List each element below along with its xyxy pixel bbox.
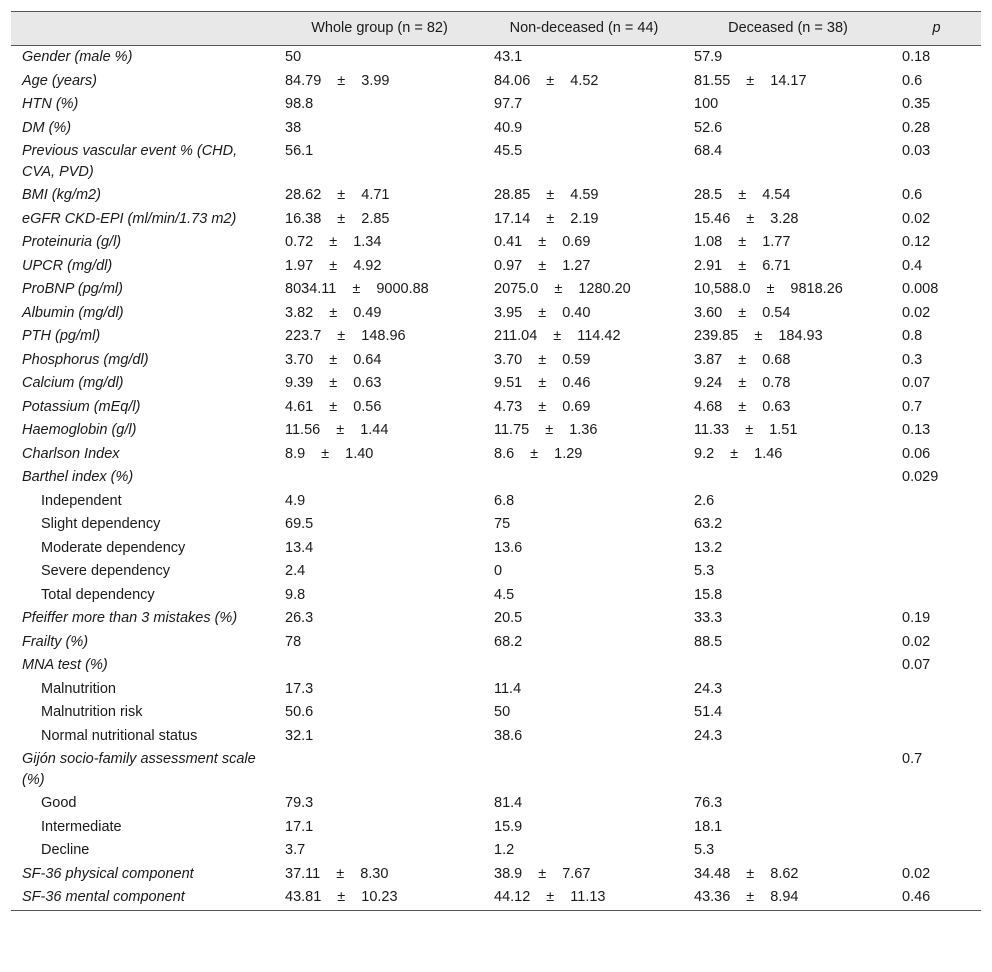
cell-non-deceased: 81.4 — [494, 795, 523, 811]
table-row — [11, 396, 981, 420]
cell-non-deceased: 43.1 — [494, 49, 523, 65]
table-row — [11, 886, 981, 910]
row-label: Barthel index (%) — [22, 469, 134, 485]
cell-deceased: 100 — [694, 96, 719, 112]
table-row — [11, 607, 981, 631]
cell-non-deceased: 4.5 — [494, 586, 515, 603]
cell-whole-group: 8.9 ± 1.40 — [285, 445, 374, 462]
table-row — [11, 816, 981, 840]
cell-whole-group: 50.6 — [285, 704, 314, 720]
cell-whole-group: 3.70 ± 0.64 — [285, 351, 382, 368]
table-header — [11, 12, 981, 46]
row-label: Potassium (mEq/l) — [22, 398, 141, 415]
cell-whole-group: 37.11 ± 8.30 — [285, 865, 389, 882]
cell-whole-group: 17.1 — [285, 818, 314, 835]
cell-p-value — [892, 678, 981, 702]
table-row — [11, 117, 981, 141]
row-label: Severe dependency — [41, 563, 170, 579]
cell-deceased: 2.91 ± 6.71 — [694, 257, 791, 274]
cell-whole-group: 32.1 — [285, 727, 314, 744]
cell-deceased: 34.48 ± 8.62 — [694, 865, 799, 882]
cell-non-deceased: 38.6 — [494, 727, 523, 744]
cell-deceased: 9.2 ± 1.46 — [694, 445, 783, 462]
row-label: Moderate dependency — [41, 539, 186, 556]
row-label: Intermediate — [41, 818, 122, 835]
cell-p-value: 0.07 — [902, 375, 931, 391]
header-non-deceased: Non-deceased (n = 44) — [484, 12, 684, 46]
cell-whole-group: 69.5 — [285, 516, 314, 532]
cell-non-deceased: 15.9 — [494, 818, 523, 835]
row-label: Gender (male %) — [22, 49, 133, 65]
cell-p-value: 0.07 — [902, 657, 931, 673]
header-p-value: p — [892, 12, 981, 46]
row-label: Good — [41, 795, 77, 811]
table-row — [11, 419, 981, 443]
row-label: Charlson Index — [22, 445, 120, 462]
table-row — [11, 701, 981, 725]
cell-whole-group: 38 — [285, 119, 302, 136]
cell-non-deceased: 0 — [494, 563, 503, 579]
table-row — [11, 46, 981, 70]
row-label: Total dependency — [41, 586, 155, 603]
table-row — [11, 349, 981, 373]
table-row — [11, 792, 981, 816]
table-row — [11, 443, 981, 467]
cell-non-deceased — [484, 654, 684, 678]
data-table — [11, 11, 981, 911]
cell-deceased: 2.6 — [694, 492, 715, 509]
cell-non-deceased: 38.9 ± 7.67 — [494, 865, 591, 882]
cell-non-deceased: 1.2 — [494, 842, 515, 858]
cell-deceased: 239.85 ± 184.93 — [694, 328, 823, 344]
cell-p-value: 0.7 — [902, 398, 923, 415]
table-row — [11, 513, 981, 537]
row-label: SF-36 mental component — [11, 886, 275, 910]
header-deceased: Deceased (n = 38) — [684, 12, 892, 46]
cell-whole-group: 3.7 — [285, 842, 306, 858]
table-row — [11, 839, 981, 863]
cell-p-value: 0.46 — [892, 886, 981, 910]
cell-non-deceased: 0.41 ± 0.69 — [494, 234, 591, 250]
cell-whole-group: 8034.11 ± 9000.88 — [285, 281, 429, 297]
table-row — [11, 278, 981, 302]
cell-p-value: 0.008 — [902, 281, 939, 297]
row-label: SF-36 physical component — [22, 865, 194, 882]
row-label: Malnutrition risk — [41, 704, 143, 720]
cell-deceased — [684, 466, 892, 490]
table-row — [11, 654, 981, 678]
cell-p-value — [892, 839, 981, 863]
cell-whole-group: 13.4 — [285, 539, 314, 556]
table-row — [11, 560, 981, 584]
row-label: MNA test (%) — [22, 657, 108, 673]
cell-deceased: 15.8 — [694, 586, 723, 603]
cell-non-deceased — [484, 466, 684, 490]
cell-p-value: 0.7 — [902, 751, 923, 767]
cell-p-value: 0.02 — [902, 633, 931, 650]
cell-p-value: 0.35 — [902, 96, 931, 112]
cell-deceased: 15.46 ± 3.28 — [694, 210, 799, 227]
cell-non-deceased: 68.2 — [494, 633, 523, 650]
cell-p-value: 0.06 — [902, 445, 931, 462]
cell-p-value — [892, 792, 981, 816]
cell-deceased: 3.60 ± 0.54 — [694, 304, 791, 321]
cell-whole-group: 56.1 — [285, 143, 314, 159]
cell-whole-group: 0.72 ± 1.34 — [285, 234, 382, 250]
cell-deceased: 5.3 — [694, 842, 715, 858]
cell-p-value: 0.029 — [902, 469, 939, 485]
row-label: UPCR (mg/dl) — [22, 257, 113, 274]
cell-deceased: 81.55 ± 14.17 — [694, 72, 807, 89]
row-label: Independent — [41, 492, 122, 509]
row-label: eGFR CKD-EPI (ml/min/1.73 m2) — [22, 210, 237, 227]
cell-non-deceased: 11.75 ± 1.36 — [494, 422, 598, 438]
cell-non-deceased: 8.6 ± 1.29 — [494, 445, 583, 462]
cell-p-value — [892, 725, 981, 749]
cell-p-value: 0.8 — [902, 328, 923, 344]
cell-non-deceased: 4.73 ± 0.69 — [494, 398, 591, 415]
cell-non-deceased: 3.70 ± 0.59 — [494, 351, 591, 368]
row-label: Age (years) — [22, 72, 97, 89]
table-row — [11, 863, 981, 887]
cell-p-value: 0.13 — [902, 422, 931, 438]
table-row — [11, 537, 981, 561]
cell-non-deceased: 3.95 ± 0.40 — [494, 304, 591, 321]
cell-non-deceased: 84.06 ± 4.52 — [494, 72, 599, 89]
table-row — [11, 466, 981, 490]
table-row — [11, 302, 981, 326]
cell-whole-group — [275, 654, 484, 678]
cell-non-deceased: 17.14 ± 2.19 — [494, 210, 599, 227]
cell-non-deceased — [484, 748, 684, 792]
cell-p-value: 0.6 — [902, 187, 923, 203]
cell-non-deceased: 211.04 ± 114.42 — [494, 328, 621, 344]
cell-whole-group: 9.39 ± 0.63 — [285, 375, 382, 391]
cell-whole-group — [275, 748, 484, 792]
cell-p-value: 0.02 — [902, 210, 931, 227]
table-row — [11, 372, 981, 396]
cell-non-deceased: 40.9 — [494, 119, 523, 136]
cell-non-deceased: 97.7 — [494, 96, 523, 112]
cell-deceased: 57.9 — [694, 49, 723, 65]
cell-deceased: 13.2 — [694, 539, 723, 556]
cell-p-value — [892, 537, 981, 561]
cell-deceased: 52.6 — [694, 119, 723, 136]
row-label: Decline — [41, 842, 90, 858]
cell-p-value: 0.28 — [902, 119, 931, 136]
row-label: Albumin (mg/dl) — [22, 304, 124, 321]
cell-non-deceased: 6.8 — [494, 492, 515, 509]
table-row — [11, 748, 981, 792]
row-label: Proteinuria (g/l) — [22, 234, 122, 250]
cell-p-value: 0.18 — [902, 49, 931, 65]
cell-non-deceased: 75 — [494, 516, 511, 532]
row-label: Malnutrition — [41, 680, 116, 697]
cell-deceased: 9.24 ± 0.78 — [694, 375, 791, 391]
table-row — [11, 255, 981, 279]
row-label: DM (%) — [22, 119, 72, 136]
cell-deceased: 28.5 ± 4.54 — [694, 187, 791, 203]
table-container — [11, 11, 981, 911]
row-label: HTN (%) — [22, 96, 79, 112]
cell-non-deceased: 44.12 ± 11.13 — [484, 886, 684, 910]
cell-non-deceased: 9.51 ± 0.46 — [494, 375, 591, 391]
table-row — [11, 584, 981, 608]
cell-p-value: 0.02 — [902, 304, 931, 321]
row-label: ProBNP (pg/ml) — [22, 281, 123, 297]
table-row — [11, 231, 981, 255]
cell-deceased: 63.2 — [694, 516, 723, 532]
cell-whole-group: 98.8 — [285, 96, 314, 112]
row-label: PTH (pg/ml) — [22, 328, 101, 344]
cell-whole-group: 3.82 ± 0.49 — [285, 304, 382, 321]
table-row — [11, 184, 981, 208]
row-label: Phosphorus (mg/dl) — [22, 351, 149, 368]
cell-whole-group: 17.3 — [285, 680, 314, 697]
cell-deceased: 88.5 — [694, 633, 723, 650]
header-whole-group: Whole group (n = 82) — [275, 12, 484, 46]
table-row — [11, 725, 981, 749]
row-label: BMI (kg/m2) — [22, 187, 101, 203]
cell-deceased: 51.4 — [694, 704, 723, 720]
cell-deceased — [684, 748, 892, 792]
cell-deceased — [684, 654, 892, 678]
table-row — [11, 140, 981, 184]
cell-p-value — [892, 560, 981, 584]
cell-non-deceased: 28.85 ± 4.59 — [494, 187, 599, 203]
table-row — [11, 208, 981, 232]
cell-whole-group: 9.8 — [285, 586, 306, 603]
table-row — [11, 325, 981, 349]
cell-non-deceased: 0.97 ± 1.27 — [494, 257, 591, 274]
row-label: Frailty (%) — [22, 633, 89, 650]
cell-p-value — [892, 816, 981, 840]
cell-p-value — [892, 513, 981, 537]
cell-p-value: 0.03 — [902, 143, 931, 159]
cell-whole-group: 28.62 ± 4.71 — [285, 187, 390, 203]
row-label: Gijón socio-family assessment scale (%) — [22, 751, 256, 788]
row-label: Previous vascular event % (CHD, CVA, PVD) — [22, 143, 238, 180]
cell-whole-group: 16.38 ± 2.85 — [285, 210, 390, 227]
cell-non-deceased: 20.5 — [494, 610, 523, 626]
cell-whole-group — [275, 466, 484, 490]
cell-p-value: 0.12 — [902, 234, 931, 250]
table-row — [11, 93, 981, 117]
cell-whole-group: 11.56 ± 1.44 — [285, 422, 389, 438]
cell-whole-group: 2.4 — [285, 563, 306, 579]
table-row — [11, 490, 981, 514]
header-row — [11, 12, 981, 46]
cell-whole-group: 78 — [285, 633, 302, 650]
cell-deceased: 33.3 — [694, 610, 723, 626]
cell-whole-group: 4.9 — [285, 492, 306, 509]
cell-non-deceased: 11.4 — [494, 680, 522, 697]
cell-deceased: 24.3 — [694, 727, 723, 744]
row-label: Slight dependency — [41, 516, 161, 532]
row-label: Pfeiffer more than 3 mistakes (%) — [22, 610, 238, 626]
cell-deceased: 11.33 ± 1.51 — [694, 422, 798, 438]
table-body — [11, 46, 981, 911]
cell-deceased: 3.87 ± 0.68 — [694, 351, 791, 368]
cell-p-value — [892, 584, 981, 608]
row-label: Calcium (mg/dl) — [22, 375, 124, 391]
cell-whole-group: 43.81 ± 10.23 — [275, 886, 484, 910]
cell-whole-group: 26.3 — [285, 610, 314, 626]
cell-deceased: 5.3 — [694, 563, 715, 579]
cell-non-deceased: 13.6 — [494, 539, 523, 556]
cell-whole-group: 50 — [285, 49, 302, 65]
cell-whole-group: 1.97 ± 4.92 — [285, 257, 382, 274]
table-row — [11, 70, 981, 94]
cell-p-value: 0.6 — [902, 72, 923, 89]
cell-p-value — [892, 701, 981, 725]
cell-non-deceased: 2075.0 ± 1280.20 — [494, 281, 631, 297]
cell-p-value: 0.4 — [902, 257, 923, 274]
cell-non-deceased: 50 — [494, 704, 511, 720]
cell-deceased: 18.1 — [694, 818, 723, 835]
row-label: Normal nutritional status — [41, 727, 198, 744]
cell-whole-group: 4.61 ± 0.56 — [285, 398, 382, 415]
header-variable — [11, 12, 275, 46]
cell-deceased: 76.3 — [694, 795, 723, 811]
cell-non-deceased: 45.5 — [494, 143, 523, 159]
row-label: Haemoglobin (g/l) — [22, 422, 137, 438]
cell-p-value: 0.3 — [902, 351, 923, 368]
cell-deceased: 68.4 — [694, 143, 723, 159]
cell-deceased: 43.36 ± 8.94 — [684, 886, 892, 910]
cell-whole-group: 223.7 ± 148.96 — [285, 328, 406, 344]
cell-whole-group: 79.3 — [285, 795, 314, 811]
cell-deceased: 1.08 ± 1.77 — [694, 234, 791, 250]
cell-deceased: 10,588.0 ± 9818.26 — [694, 281, 843, 297]
cell-deceased: 24.3 — [694, 680, 723, 697]
cell-whole-group: 84.79 ± 3.99 — [285, 72, 390, 89]
cell-p-value: 0.02 — [902, 865, 931, 882]
table-row — [11, 631, 981, 655]
cell-p-value: 0.19 — [902, 610, 931, 626]
cell-deceased: 4.68 ± 0.63 — [694, 398, 791, 415]
cell-p-value — [892, 490, 981, 514]
table-row — [11, 678, 981, 702]
